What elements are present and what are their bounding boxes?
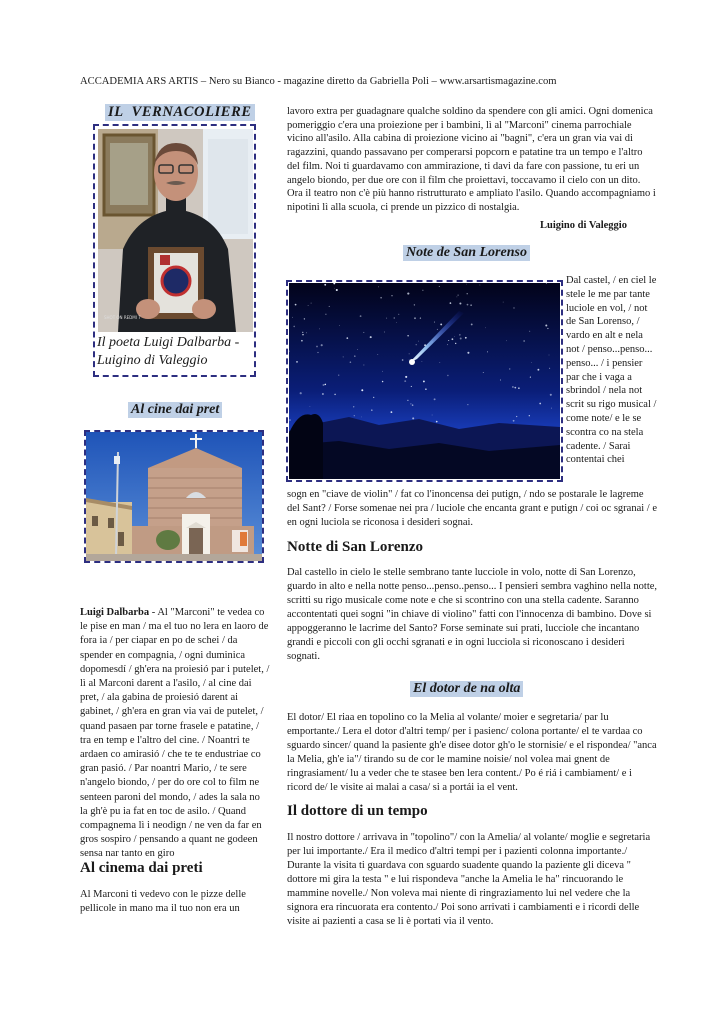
translation-text-san-lorenzo: Dal castello in cielo le stelle sembrano tante lucciole in volo, notte di San Lorenzo, guardo in alto e nella notte penso...penso..penso... I pensieri sembra vaghino nella notte, scritti su rigo musicale come note e che si scontrino con una stella cadente. Saranno accontentati quei sogni "in chiave di violino" fatti con l'innocenza di bambino. Dove si appoggeranno le lacrime del Santo? Forse seminate sui prati, lucciole che incantano grandi e piccoli con gli occhi sgranati e in ogni lucciola si riconoscano i desideri sognati.: [287, 567, 658, 662]
star: [513, 420, 515, 422]
star: [420, 317, 421, 318]
star: [361, 389, 363, 391]
star: [304, 318, 305, 319]
star: [382, 381, 384, 383]
star: [529, 331, 530, 332]
translation-title-dottore: Il dottore di un tempo: [287, 803, 428, 819]
star: [450, 302, 452, 304]
star: [323, 384, 325, 386]
star: [513, 307, 514, 308]
star: [311, 303, 312, 304]
star: [434, 398, 436, 400]
star: [439, 286, 440, 287]
star: [412, 417, 414, 419]
night-sky-photo: [289, 283, 560, 479]
star: [346, 337, 348, 339]
star: [537, 369, 539, 371]
star: [531, 362, 532, 363]
star: [459, 302, 461, 304]
star: [293, 326, 295, 328]
star: [321, 344, 323, 346]
star: [551, 408, 552, 409]
star: [471, 323, 473, 325]
translation-continuation: lavoro extra per guadagnare qualche soldino da spendere con gli amici. Ogni domenica pomeriggio c'era una proiezione per i bambini, lì al "Marconi" cinema parrochiale vicino all'asilo. Alla cabina di proiezione vicino ai "bagni", c'era un gran via vai di ragazzini, quando passavano per comperarsi popcorn e patatine tra un tempo e l'altro del film. Noi ti guardavamo con ammirazione, ti davi da fare con passione, tu eri un angelo biondo, per due ore con il film che proiettavi, toccavamo il cielo con un dito. Ora il teatro non c'è più hanno ristrutturato e ampliato l'asilo. Quando accompagniamo i nipotini lì alla scuola, ci prende un pizzico di nostalgia.: [287, 106, 656, 213]
star: [465, 337, 467, 339]
star: [423, 380, 425, 382]
star: [512, 386, 513, 387]
star: [455, 343, 456, 344]
star: [371, 409, 373, 411]
star: [509, 368, 510, 369]
star: [485, 327, 486, 328]
star: [394, 317, 395, 318]
star: [306, 332, 307, 333]
star: [336, 289, 338, 291]
star: [380, 297, 382, 299]
author-signature: Luigino di Valeggio: [540, 220, 627, 231]
star: [422, 290, 423, 291]
star: [549, 355, 550, 356]
dialect-poem-san-lorenso-part2: sogn en "ciave de violin" / fat co l'inoncensa dei putign, / ndo se postarale le lagreme del Sant? / Forse somenae nei pra / luciole che encanta grant e putign / coi oc sgranai / e en ogni luciola se riconosa i desideri sognai.: [287, 489, 657, 528]
star: [447, 344, 448, 345]
star: [296, 361, 298, 363]
star: [378, 287, 379, 288]
star: [487, 351, 488, 352]
star: [405, 376, 407, 378]
star: [339, 325, 340, 326]
star: [539, 403, 541, 405]
star: [382, 371, 383, 372]
star: [440, 323, 442, 325]
star: [470, 304, 472, 306]
star: [292, 317, 293, 318]
star: [334, 288, 335, 289]
star: [545, 324, 547, 326]
portrait-caption: [97, 334, 239, 370]
star: [467, 304, 469, 306]
star: [529, 415, 530, 416]
section-title-dotor: El dotor de na olta: [410, 681, 523, 697]
star: [363, 365, 364, 366]
star: [414, 317, 416, 319]
star: [416, 344, 417, 345]
star: [325, 314, 326, 315]
page-header: ACCADEMIA ARS ARTIS – Nero su Bianco - magazine diretto da Gabriella Poli – www.arsartismagazine.com: [80, 76, 557, 87]
star: [354, 415, 355, 416]
dialect-poem-san-lorenso-part1: Dal castel, / en ciel le stele le me par tante luciole en vol, / not de San Lorenso, / vardo en alt e nela not / penso...penso... penso... / i pensier par che i vaga a sbrindol / nela not scrit su rigo musical / come note/ e le se scontra co na stela cadente. / Sarai contentai chei: [566, 275, 657, 466]
star: [506, 340, 507, 341]
star: [373, 397, 374, 398]
star: [404, 380, 406, 382]
star: [391, 295, 392, 296]
star: [300, 392, 302, 394]
star: [289, 419, 291, 421]
star: [353, 406, 354, 407]
star: [480, 285, 481, 286]
star: [324, 284, 326, 286]
star: [396, 322, 397, 323]
section-title-note-san-lorenso: Note de San Lorenso: [403, 245, 530, 261]
star: [437, 329, 438, 330]
star: [301, 340, 303, 342]
star: [322, 393, 324, 395]
star: [302, 332, 303, 333]
star: [432, 415, 433, 416]
star: [325, 384, 327, 386]
star: [310, 406, 311, 407]
section-title-vernacoliere: IL VERNACOLIERE: [105, 104, 255, 121]
section-title-cine: Al cine dai pret: [128, 402, 222, 418]
star: [334, 394, 336, 396]
star: [500, 380, 501, 381]
star: [377, 354, 378, 355]
star: [530, 377, 531, 378]
star: [412, 404, 414, 406]
star: [411, 386, 412, 387]
star: [467, 404, 468, 405]
star: [514, 387, 516, 389]
star: [459, 334, 460, 335]
star: [350, 361, 352, 363]
star: [370, 336, 372, 338]
star: [407, 400, 408, 401]
star: [360, 315, 362, 317]
star: [454, 336, 455, 337]
caption-line-1: Il poeta Luigi Dalbarba -: [97, 335, 240, 350]
translation-title-san-lorenzo: Notte di San Lorenzo: [287, 539, 423, 555]
star: [518, 387, 520, 389]
poem-text: - Al "Marconi" te vedea co le pise en man / ma el tuo no lera en laoro de fora ia / per ciapar en po de schei / da spender en compagnia, / ogni duminica dopomesdí / gh'era na proiesió par i putelet, / lì al Marconi darent a l'asilo, / al cine dai pret, / ala gabina de proiesió darent ai gabinet, / gh'era en gran via vai de putelet, / quand pasaen par torne frasele e patatine, / tra en temp e l'altro del cine. / Noantri te ardaen co amirasió / che te te endustriae co gran pasió. / Par noantri Mario, / te sere n'angelo biondo, / per do ore col to film ne senteen paroni del mondo, / ades la sala no la gh'è pu ia fat en toc de asilo. / Quand compagnema lì i neodign / ne ven da far en gros sospiro / pensando a quant ne godeen sensa nar tanto en giro: [80, 607, 270, 860]
star: [409, 354, 410, 355]
star: [361, 417, 362, 418]
star: [357, 349, 358, 350]
star: [319, 329, 320, 330]
star: [410, 403, 411, 404]
star: [466, 284, 467, 285]
star: [317, 352, 318, 353]
poem-author: Luigi Dalbarba: [80, 607, 150, 618]
portrait-photo: [98, 129, 253, 332]
star: [457, 297, 458, 298]
star: [549, 368, 550, 369]
star: [460, 338, 462, 340]
star: [422, 361, 423, 362]
caption-line-2: Luigino di Valeggio: [97, 353, 208, 368]
star: [329, 306, 330, 307]
star: [467, 293, 468, 294]
star: [316, 346, 318, 348]
star: [295, 304, 297, 306]
star: [354, 355, 356, 357]
star: [407, 293, 409, 295]
star: [547, 328, 548, 329]
star: [384, 332, 385, 333]
star: [523, 340, 524, 341]
translation-text-dottore: Il nostro dottore / arrivava in "topolino"/ con la Amelia/ al volante/ moglie e segretaria per lui importante./ Era il medico d'altri tempi per i pazienti colonna importante./ Durante la visita ti guardava con sguardo suadente quando la paziente gli diceva " dottore mi gira la testa " e lui rispondeva "anche la Amelia le ha" rincuorando le mammine novelle./ Non voleva mai niente di ringraziamento lui nel vedere che la signora era rincuorata era contento./ Poi sono arrivati i cambiamenti e i ricordi delle visite ai pazienti a casa se li è portati via il vento.: [287, 832, 651, 927]
star: [434, 322, 435, 323]
photo-watermark: SHOT ON REDMI 7: [104, 315, 141, 320]
church-photo: [86, 432, 262, 561]
star: [425, 388, 427, 390]
star: [409, 360, 410, 361]
star: [386, 318, 387, 319]
star: [343, 356, 344, 357]
star: [451, 338, 453, 340]
star: [483, 372, 484, 373]
star: [503, 302, 504, 303]
star: [447, 375, 448, 376]
star: [439, 362, 440, 363]
star: [338, 375, 339, 376]
star: [516, 416, 517, 417]
star: [436, 421, 438, 423]
star: [363, 332, 364, 333]
dialect-poem-dotor: El dotor/ El riaa en topolino co la Melia al volante/ moier e segretaria/ par lu emportante./ Lera el dotor d'altri temp/ per i pasienc/ colona portante/ el te vardaa co sguardo sincer/ quand la pasiente gh'e disee dotor gh'o le stornisie/ e el rispondea/ "anca la Melia, gh'e ia"/ tirando su de cor le mamine noisie/ nol volea mai gnent de ringrasiament/ lu a veder che te stasee ben lera content./ Po é riá i cambiament/ e i ricord de/ le visite ai malai a casa/ si a portái ia el vent.: [287, 712, 657, 793]
translation-text-cinema: Al Marconi ti vedevo con le pizze delle pellicole in mano ma il tuo non era un: [80, 889, 246, 915]
star: [448, 340, 449, 341]
star: [391, 411, 393, 413]
star: [398, 314, 399, 315]
translation-title-cinema: Al cinema dai preti: [80, 860, 203, 876]
star: [402, 359, 404, 361]
star: [418, 341, 419, 342]
star: [414, 304, 415, 305]
star: [407, 335, 408, 336]
dialect-poem-cinema: [80, 606, 270, 862]
star: [550, 394, 552, 396]
star: [308, 305, 309, 306]
star: [302, 334, 303, 335]
star: [467, 352, 469, 354]
star: [457, 294, 458, 295]
